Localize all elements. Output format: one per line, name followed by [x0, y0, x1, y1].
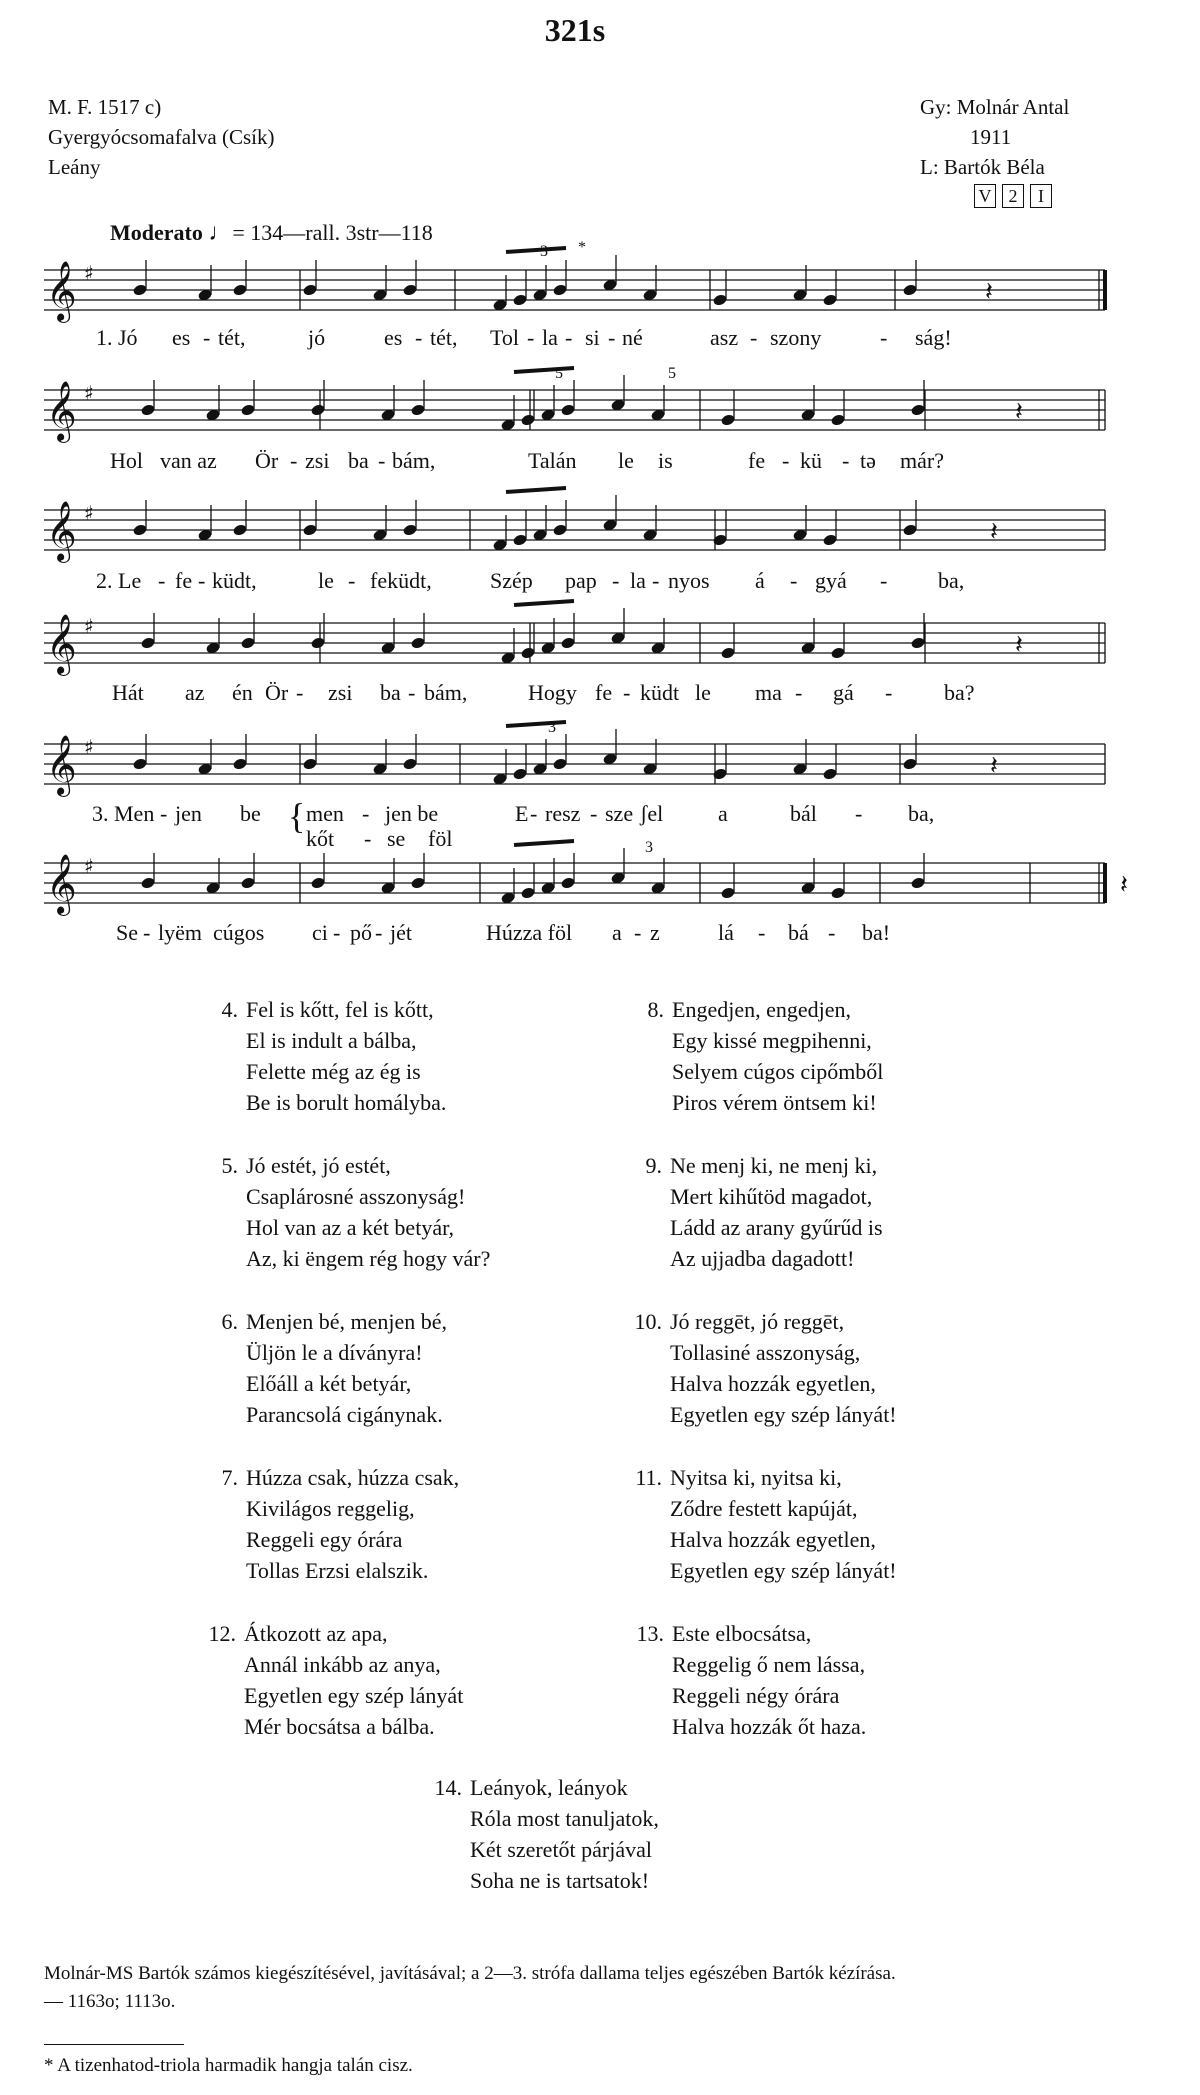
- lyric-syllable: Ör: [265, 680, 289, 705]
- lyric-syllable: asz: [710, 325, 739, 350]
- tuplet-number: 5: [555, 365, 563, 382]
- lyric-syllable: -: [612, 568, 620, 593]
- tuplet-number: 3: [548, 719, 556, 736]
- verse: [636, 1618, 867, 1742]
- sharp-icon: ♯: [84, 381, 94, 405]
- lyric-syllable: -: [855, 801, 863, 826]
- verse: [221, 1150, 491, 1274]
- verse: [434, 1772, 659, 1896]
- lyric-syllable: küdt: [640, 680, 680, 705]
- lyric-syllable: -: [828, 920, 836, 945]
- lyric-syllable: a: [718, 801, 728, 826]
- verse-line: Engedjen, engedjen,: [672, 997, 851, 1022]
- lyric-syllable: le: [695, 680, 711, 705]
- lyric-syllable: le: [318, 568, 334, 593]
- lyric-syllable: resz: [545, 801, 581, 826]
- lyric-syllable: -: [885, 680, 893, 705]
- lyric-syllable: bám,: [392, 448, 436, 473]
- treble-clef-icon: 𝄞: [46, 381, 77, 441]
- page-title: 321s: [544, 12, 606, 48]
- verse-line: Reggelig ő nem lássa,: [672, 1652, 866, 1677]
- lyric-syllable: jen be: [385, 801, 439, 826]
- tuplet-number: 3: [645, 839, 653, 856]
- verse: [221, 1306, 447, 1430]
- verse-line: Az, ki ëngem rég hogy vár?: [246, 1246, 491, 1271]
- lyric-syllable: Hát: [112, 680, 144, 705]
- lyric-row-3: [0, 568, 1200, 598]
- source-note: [44, 1960, 896, 2016]
- verse-line: Mert kihűtöd magadot,: [670, 1184, 873, 1209]
- verse-line: Húzza csak, húzza csak,: [246, 1465, 460, 1490]
- footnote: * A tizenhatod-triola harmadik hangja talán cisz.: [44, 2055, 413, 2076]
- verse-line: Egyetlen egy szép lányát!: [670, 1558, 897, 1583]
- lyric-syllable: cúgos: [213, 920, 265, 945]
- treble-clef-icon: 𝄞: [46, 614, 77, 674]
- verse-line: Egyetlen egy szép lányát: [244, 1683, 464, 1708]
- lyric-syllable: ba: [380, 680, 401, 705]
- lyric-syllable: zsi: [305, 448, 330, 473]
- lyric-syllable: bám,: [424, 680, 468, 705]
- lyric-syllable: Se: [116, 920, 138, 945]
- lyric-syllable: -: [608, 325, 616, 350]
- lyric-syllable: tét,: [218, 325, 246, 350]
- lyric-syllable: bá: [788, 920, 809, 945]
- source-note-line: Molnár-MS Bartók számos kiegészítésével, javításával; a 2—3. strófa dallama teljes egészében Bartók kézírása.: [44, 1963, 896, 1984]
- lyric-syllable: ság!: [915, 325, 952, 350]
- lyric-syllable: gá: [833, 680, 854, 705]
- lyric-syllable: -: [652, 568, 660, 593]
- lyric-syllable: -: [348, 568, 356, 593]
- verse: [647, 994, 884, 1118]
- lyric-syllable: -: [375, 920, 383, 945]
- verse-number: 12.: [208, 1621, 236, 1646]
- stamp-box: V: [974, 184, 996, 208]
- tuplet-number: 3: [540, 243, 548, 260]
- metronome-text: = 134—rall. 3str—118: [232, 220, 433, 245]
- transcriber: L: Bartók Béla: [920, 155, 1045, 179]
- verse-line: Reggeli egy órára: [246, 1527, 403, 1552]
- treble-clef-icon: 𝄞: [46, 261, 77, 321]
- verse-line: Tollasiné asszonyság,: [670, 1340, 861, 1365]
- treble-clef-icon: 𝄞: [46, 735, 77, 795]
- footnote-divider: [44, 2044, 184, 2045]
- lyric-syllable: le: [618, 448, 634, 473]
- lyric-syllable: -: [408, 680, 416, 705]
- verse-line: Átkozott az apa,: [244, 1621, 388, 1646]
- treble-clef-icon: 𝄞: [46, 854, 77, 914]
- sharp-icon: ♯: [84, 261, 94, 285]
- verse-line: Halva hozzák egyetlen,: [670, 1371, 876, 1396]
- lyric-syllable: ba!: [862, 920, 891, 945]
- lyric-syllable: la: [542, 325, 558, 350]
- lyric-syllable: -: [364, 826, 372, 851]
- lyric-syllable: szony: [770, 325, 822, 350]
- verse-line: Ne menj ki, ne menj ki,: [670, 1153, 878, 1178]
- verse-line: Két szeretőt párjával: [470, 1837, 653, 1862]
- verse-line: Reggeli négy órára: [672, 1683, 840, 1708]
- lyric-syllable: né: [622, 325, 643, 350]
- lyric-syllable: -: [880, 568, 888, 593]
- lyric-row-2: [0, 448, 1200, 478]
- quarter-rest-icon: 𝄽: [1015, 397, 1023, 427]
- verse: [221, 1462, 460, 1586]
- verse-line: Az ujjadba dagadott!: [670, 1246, 855, 1271]
- lyric-syllable: nyos: [668, 568, 710, 593]
- lyric-row-4: [0, 680, 1200, 710]
- verse-line: Annál inkább az anya,: [244, 1652, 441, 1677]
- tuplet-number: 5: [668, 365, 676, 382]
- lyric-syllable: Hol: [110, 448, 143, 473]
- lyric-syllable: -: [790, 568, 798, 593]
- lyric-syllable: Ör: [255, 448, 279, 473]
- lyric-syllable: -: [842, 448, 850, 473]
- verse-line: Halva hozzák őt haza.: [672, 1714, 867, 1739]
- verse-number: 5.: [221, 1153, 238, 1178]
- lyric-syllable: tét,: [430, 325, 458, 350]
- lyric-syllable: Talán: [528, 448, 577, 473]
- verse-number: 8.: [647, 997, 664, 1022]
- lyric-syllable: ba?: [944, 680, 975, 705]
- verse: [645, 1150, 883, 1274]
- lyric-syllable: -: [333, 920, 341, 945]
- lyric-syllable: lyëm: [158, 920, 202, 945]
- sharp-icon: ♯: [84, 735, 94, 759]
- lyric-syllable: á: [755, 568, 765, 593]
- lyric-syllable: már?: [900, 448, 944, 473]
- singer: Leány: [48, 155, 101, 179]
- verse-line: Előáll a két betyár,: [246, 1371, 412, 1396]
- lyric-syllable: -: [590, 801, 598, 826]
- lyric-syllable: kü: [800, 448, 822, 473]
- lyric-syllable: -: [198, 568, 206, 593]
- lyric-syllable: -: [782, 448, 790, 473]
- sharp-icon: ♯: [84, 614, 94, 638]
- collection-year: 1911: [970, 125, 1012, 149]
- verse-line: Hol van az a két betyár,: [246, 1215, 455, 1240]
- verse-line: Üljön le a díványra!: [246, 1340, 423, 1365]
- lyric-syllable: ba,: [908, 801, 935, 826]
- lyric-syllable: tə: [860, 448, 876, 473]
- verse-line: Csaplárosné asszonyság!: [246, 1184, 466, 1209]
- brace-glyph: {: [288, 796, 306, 836]
- lyric-syllable: es: [172, 325, 191, 350]
- lyric-syllable: men: [306, 801, 344, 826]
- beam: [514, 368, 574, 372]
- source-note-refs: — 1163o; 1113o.: [44, 1991, 176, 2012]
- verse-number: 4.: [221, 997, 238, 1022]
- lyric-syllable: 3. Men: [92, 801, 155, 826]
- tempo-word: Moderato: [110, 220, 203, 245]
- verse-number: 6.: [221, 1309, 238, 1334]
- lyric-syllable: -: [296, 680, 304, 705]
- lyric-syllable: -: [565, 325, 573, 350]
- lyric-syllable: -: [290, 448, 298, 473]
- quarter-rest-icon: 𝄽: [1120, 870, 1128, 900]
- lyric-syllable: -: [758, 920, 766, 945]
- lyric-syllable: Hogy: [528, 680, 577, 705]
- verse-line: Ződre festett kapúját,: [670, 1496, 858, 1521]
- verse-line: Mér bocsátsa a bálba.: [244, 1714, 435, 1739]
- verse-line: Selyem cúgos cipőmből: [672, 1059, 884, 1084]
- lyric-syllable: az: [185, 680, 205, 705]
- catalog-number: M. F. 1517 c): [48, 95, 162, 119]
- lyric-syllable: si: [585, 325, 600, 350]
- verse-line: Be is borult homályba.: [246, 1090, 447, 1115]
- lyric-syllable: feküdt,: [370, 568, 432, 593]
- verse-line: Egy kissé megpihenni,: [672, 1028, 872, 1053]
- lyric-syllable: Tol: [490, 325, 520, 350]
- lyric-syllable: küdt,: [212, 568, 257, 593]
- lyric-syllable: ci: [312, 920, 328, 945]
- lyric-syllable: z: [650, 920, 660, 945]
- lyric-syllable: ʃel: [640, 801, 664, 826]
- lyric-syllable: jó: [308, 325, 326, 350]
- lyric-syllable: 2. Le: [96, 568, 142, 593]
- verse-line: Ládd az arany gyűrűd is: [670, 1215, 883, 1240]
- lyric-syllable: -: [530, 801, 538, 826]
- beam: [514, 601, 574, 605]
- lyric-syllable: -: [160, 801, 168, 826]
- beam: [506, 248, 566, 252]
- sharp-icon: ♯: [84, 854, 94, 878]
- lyric-syllable: sze: [605, 801, 634, 826]
- lyric-syllable: -: [750, 325, 758, 350]
- lyric-syllable: pő: [350, 920, 372, 945]
- lyric-syllable: -: [362, 801, 370, 826]
- verse-line: Leányok, leányok: [470, 1775, 628, 1800]
- lyric-row-5b: [0, 826, 1200, 856]
- lyric-syllable: Húzza föl: [486, 920, 573, 945]
- lyric-syllable: fe: [595, 680, 613, 705]
- lyric-syllable: föl: [428, 826, 453, 851]
- quarter-rest-icon: 𝄽: [985, 277, 993, 307]
- verse-line: Róla most tanuljatok,: [470, 1806, 659, 1831]
- verse-number: 7.: [221, 1465, 238, 1490]
- lyric-syllable: van az: [160, 448, 217, 473]
- quarter-note-icon: ♩: [208, 220, 233, 246]
- lyric-syllable: E: [515, 801, 529, 826]
- verse-line: Halva hozzák egyetlen,: [670, 1527, 876, 1552]
- stamp-box: I: [1030, 184, 1052, 208]
- lyric-syllable: is: [658, 448, 673, 473]
- beam: [506, 488, 566, 492]
- lyric-syllable: ma: [755, 680, 782, 705]
- lyric-syllable: bál: [790, 801, 817, 826]
- lyric-syllable: -: [143, 920, 151, 945]
- verse-line: Soha ne is tartsatok!: [470, 1868, 650, 1893]
- verse-line: El is indult a bálba,: [246, 1028, 417, 1053]
- verse-line: Kivilágos reggelig,: [246, 1496, 415, 1521]
- verse-line: Egyetlen egy szép lányát!: [670, 1402, 897, 1427]
- lyric-syllable: -: [527, 325, 535, 350]
- verse-line: Este elbocsátsa,: [672, 1621, 812, 1646]
- lyric-syllable: es: [384, 325, 403, 350]
- verse-number: 14.: [434, 1775, 462, 1800]
- lyric-syllable: -: [378, 448, 386, 473]
- verse-line: Fel is kőtt, fel is kőtt,: [246, 997, 434, 1022]
- beam: [506, 722, 566, 726]
- lyric-syllable: én: [232, 680, 253, 705]
- lyric-syllable: -: [795, 680, 803, 705]
- lyric-syllable: gyá: [815, 568, 847, 593]
- sharp-icon: ♯: [84, 501, 94, 525]
- lyric-row-6: [0, 920, 1200, 950]
- verse: [221, 994, 447, 1118]
- lyric-syllable: -: [880, 325, 888, 350]
- lyric-syllable: se: [387, 826, 406, 851]
- lyric-syllable: zsi: [328, 680, 353, 705]
- quarter-rest-icon: 𝄽: [1015, 630, 1023, 660]
- lyric-syllable: -: [158, 568, 166, 593]
- lyric-syllable: la: [630, 568, 646, 593]
- lyric-syllable: jét: [390, 920, 412, 945]
- lyric-syllable: pap: [565, 568, 597, 593]
- verse-line: Jó estét, jó estét,: [246, 1153, 391, 1178]
- verse-line: Felette még az ég is: [246, 1059, 421, 1084]
- lyric-row-1: [0, 325, 1200, 355]
- quarter-rest-icon: 𝄽: [990, 517, 998, 547]
- lyric-syllable: fe: [175, 568, 193, 593]
- lyric-syllable: a: [612, 920, 622, 945]
- verse-number: 13.: [636, 1621, 664, 1646]
- quarter-rest-icon: 𝄽: [990, 751, 998, 781]
- lyric-syllable: lá: [718, 920, 734, 945]
- verse-line: Tollas Erzsi elalszik.: [246, 1558, 429, 1583]
- verse: [208, 1618, 464, 1742]
- footnote-asterisk: *: [578, 239, 586, 256]
- lyric-syllable: -: [415, 325, 423, 350]
- lyric-syllable: Szép: [490, 568, 533, 593]
- verse-number: 9.: [645, 1153, 662, 1178]
- verse-line: Parancsolá cigánynak.: [246, 1402, 443, 1427]
- lyric-syllable: 1. Jó: [96, 325, 138, 350]
- lyric-syllable: be: [240, 801, 261, 826]
- location: Gyergyócsomafalva (Csík): [48, 125, 275, 149]
- stamp-box: 2: [1002, 184, 1024, 208]
- lyric-syllable: -: [623, 680, 631, 705]
- collector: Gy: Molnár Antal: [920, 95, 1070, 119]
- verse-number: 10.: [634, 1309, 662, 1334]
- verse-line: Jó reggēt, jó reggēt,: [670, 1309, 845, 1334]
- verse-line: Piros vérem öntsem ki!: [672, 1090, 877, 1115]
- verse-line: Menjen bé, menjen bé,: [246, 1309, 447, 1334]
- lyric-syllable: -: [203, 325, 211, 350]
- lyric-syllable: jen: [175, 801, 202, 826]
- lyric-syllable: kőt: [306, 826, 335, 851]
- lyric-syllable: ba,: [938, 568, 965, 593]
- lyric-syllable: ba: [348, 448, 369, 473]
- treble-clef-icon: 𝄞: [46, 501, 77, 561]
- verse: [635, 1462, 897, 1586]
- verse-number: 11.: [635, 1465, 662, 1490]
- verse-line: Nyitsa ki, nyitsa ki,: [670, 1465, 842, 1490]
- verse: [634, 1306, 897, 1430]
- lyric-syllable: -: [634, 920, 642, 945]
- lyric-syllable: fe: [748, 448, 766, 473]
